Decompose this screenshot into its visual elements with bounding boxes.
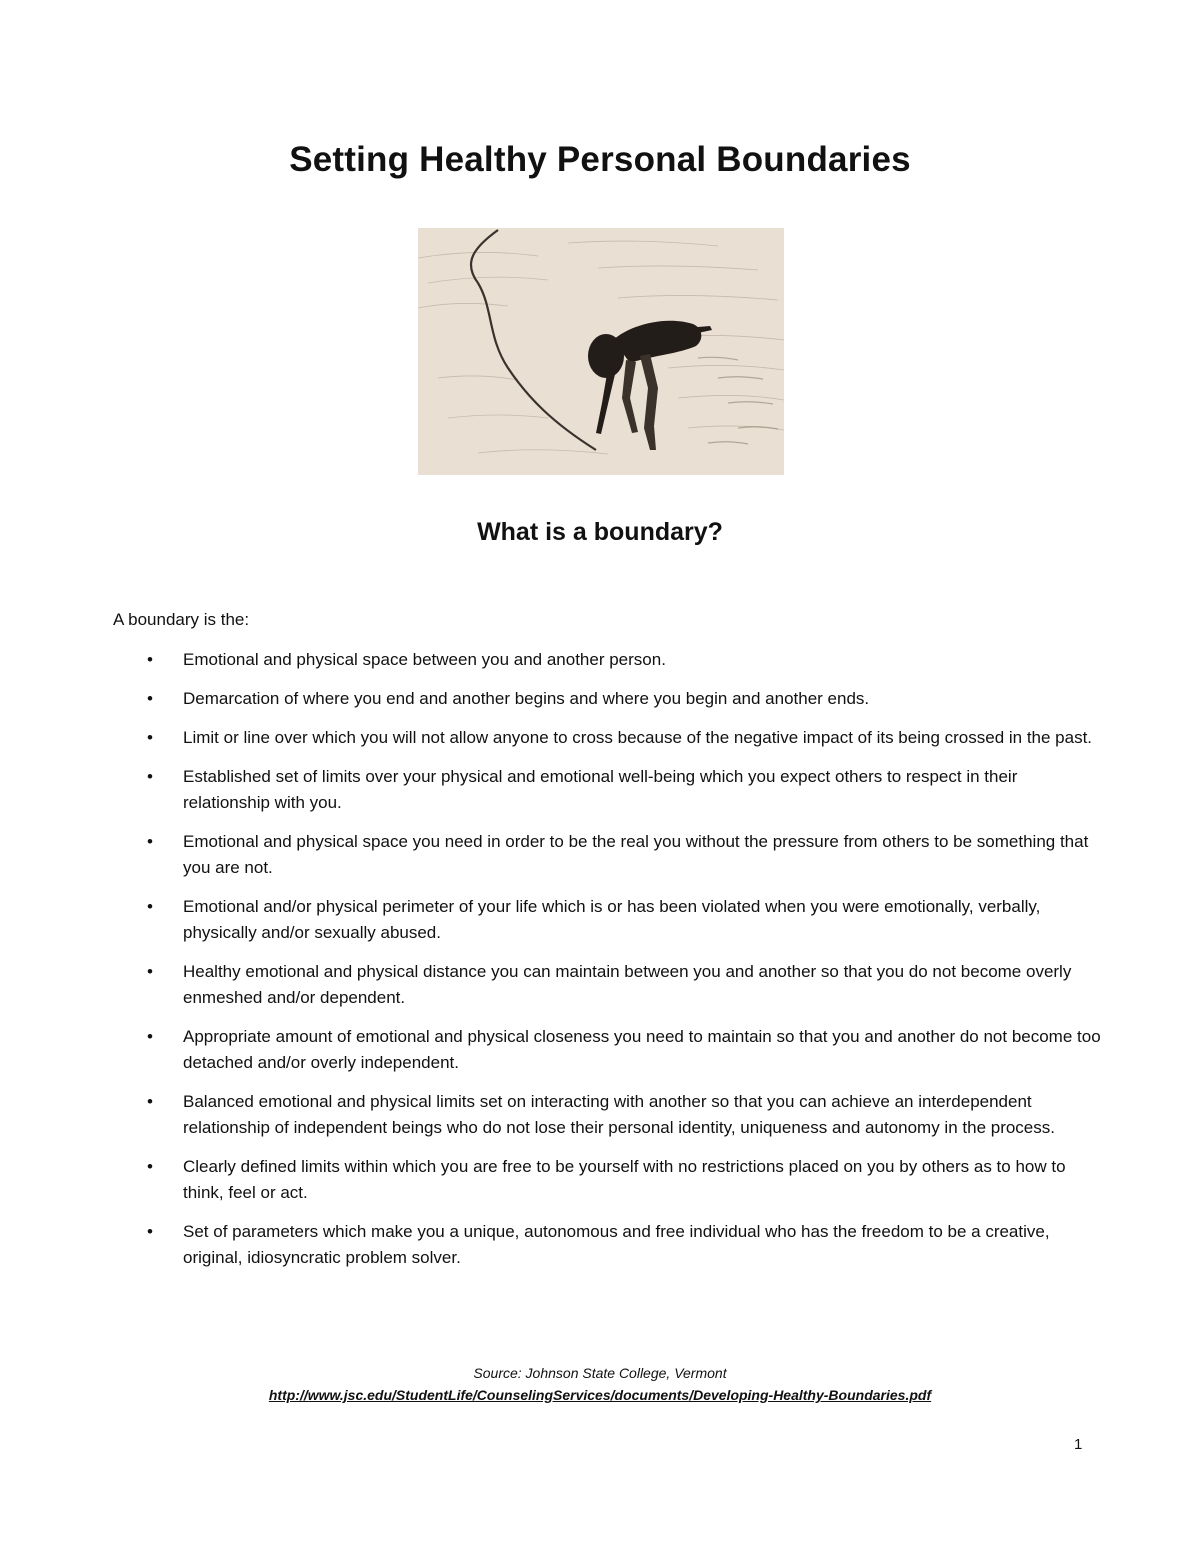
list-item-text: Established set of limits over your physical and emotional well-being which you expect others to respect in their relationship with you. <box>183 767 1018 812</box>
list-item-text: Balanced emotional and physical limits set on interacting with another so that you can achieve an interdependent relationship of independent beings who do not lose their personal identity, uniqueness and autonomy in the process. <box>183 1092 1055 1137</box>
bullet-icon: • <box>147 1222 153 1241</box>
list-item-text: Healthy emotional and physical distance you can maintain between you and another so that you do not become overly enmeshed and/or dependent. <box>183 962 1072 1007</box>
list-item <box>113 647 1103 673</box>
person-drawing-line-in-sand-illustration <box>418 228 784 475</box>
list-item <box>113 764 1103 816</box>
list-item-text: Limit or line over which you will not allow anyone to cross because of the negative impact of its being crossed in the past. <box>183 728 1093 747</box>
list-item-text: Emotional and physical space between you and another person. <box>183 650 666 669</box>
bullet-icon: • <box>147 689 153 708</box>
page-title: Setting Healthy Personal Boundaries <box>289 140 911 179</box>
list-item-text: Appropriate amount of emotional and physical closeness you need to maintain so that you and another do not become too detached and/or overly independent. <box>183 1027 1101 1072</box>
list-item <box>113 686 1103 712</box>
bullet-icon: • <box>147 1092 153 1111</box>
bullet-icon: • <box>147 832 153 851</box>
list-item <box>113 894 1103 946</box>
intro-text: A boundary is the: <box>113 610 250 629</box>
section-heading: What is a boundary? <box>477 518 723 546</box>
list-item-text: Emotional and physical space you need in order to be the real you without the pressure from others to be something that you are not. <box>183 832 1089 877</box>
bullet-icon: • <box>147 1157 153 1176</box>
boundary-definition-list <box>113 647 1103 1284</box>
bullet-icon: • <box>147 650 153 669</box>
list-item-text: Clearly defined limits within which you are free to be yourself with no restrictions placed on you by others as to how to think, feel or act. <box>183 1157 1066 1202</box>
source-line: Source: Johnson State College, Vermont <box>473 1365 727 1381</box>
list-item <box>113 959 1103 1011</box>
bullet-icon: • <box>147 767 153 786</box>
bullet-icon: • <box>147 728 153 747</box>
list-item <box>113 1024 1103 1076</box>
list-item <box>113 725 1103 751</box>
list-item <box>113 1089 1103 1141</box>
beach-sketch-image <box>418 228 784 475</box>
list-item-text: Emotional and/or physical perimeter of your life which is or has been violated when you were emotionally, verbally, physically and/or sexually abused. <box>183 897 1041 942</box>
page-number: 1 <box>1074 1436 1083 1453</box>
bullet-icon: • <box>147 962 153 981</box>
bullet-icon: • <box>147 897 153 916</box>
list-item <box>113 829 1103 881</box>
bullet-icon: • <box>147 1027 153 1046</box>
list-item <box>113 1219 1103 1271</box>
list-item <box>113 1154 1103 1206</box>
list-item-text: Demarcation of where you end and another begins and where you begin and another ends. <box>183 689 870 708</box>
source-citation <box>0 1362 1200 1406</box>
source-url-link[interactable]: http://www.jsc.edu/StudentLife/CounselingServices/documents/Developing-Healthy-Boundaries.pdf <box>268 1387 932 1403</box>
list-item-text: Set of parameters which make you a unique, autonomous and free individual who has the freedom to be a creative, original, idiosyncratic problem solver. <box>183 1222 1050 1267</box>
